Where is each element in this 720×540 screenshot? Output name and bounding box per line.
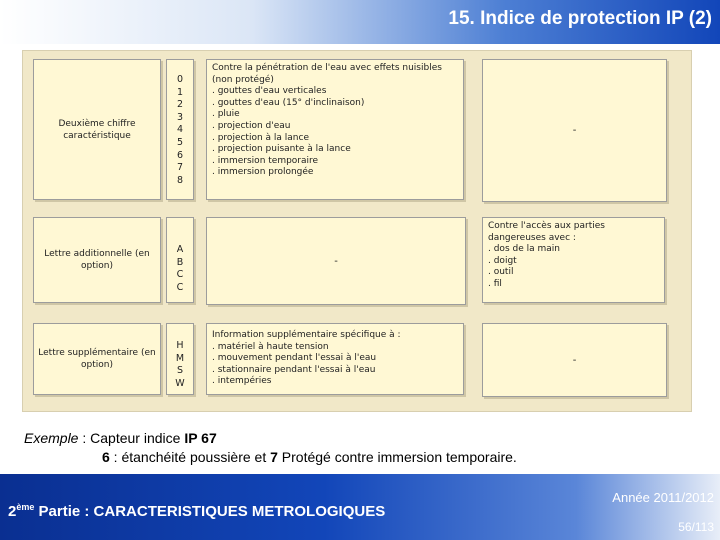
desc-line: Contre la pénétration de l'eau avec effets nuisibles bbox=[212, 63, 442, 73]
code: A bbox=[176, 244, 184, 255]
row-label-second-digit: Deuxième chiffre caractéristique bbox=[33, 59, 161, 200]
code: S bbox=[176, 365, 184, 377]
desc-line: . intempéries bbox=[212, 376, 272, 387]
desc-line: . projection puisante à la lance bbox=[212, 144, 351, 155]
page-number: 56/113 bbox=[678, 520, 714, 534]
academic-year: Année 2011/2012 bbox=[612, 490, 714, 505]
ip-table-image bbox=[22, 50, 692, 412]
example-line-2 bbox=[24, 448, 517, 467]
desc-line: dangereuses avec : bbox=[488, 232, 576, 243]
title-bar bbox=[0, 0, 720, 44]
desc-line: . projection d'eau bbox=[212, 120, 291, 131]
desc-line: . matériel à haute tension bbox=[212, 341, 329, 352]
part-title bbox=[8, 502, 385, 520]
example-text bbox=[24, 429, 517, 467]
desc-line: . immersion temporaire bbox=[212, 155, 319, 166]
desc-line: . fil bbox=[488, 278, 502, 289]
code: B bbox=[176, 256, 184, 268]
desc-line: . immersion prolongée bbox=[212, 167, 314, 178]
row-label-supplementary-letter: Lettre supplémentaire (en option) bbox=[33, 323, 161, 395]
slide-title: 15. Indice de protection IP (2) bbox=[448, 8, 712, 29]
desc-line: (non protégé) bbox=[212, 74, 274, 85]
code: 6 bbox=[176, 149, 184, 161]
code: 0 bbox=[176, 74, 184, 85]
example-text-part: : étanchéité poussière et bbox=[109, 449, 271, 465]
code: 8 bbox=[176, 174, 184, 186]
part-number: 2 bbox=[8, 503, 17, 520]
example-text-part: Protégé contre immersion temporaire. bbox=[277, 449, 517, 465]
desc-line: Information supplémentaire spécifique à : bbox=[212, 330, 401, 340]
code: 2 bbox=[176, 99, 184, 111]
example-line-1 bbox=[24, 429, 517, 448]
code: 3 bbox=[176, 111, 184, 123]
code: H bbox=[176, 340, 184, 351]
code: 7 bbox=[176, 162, 184, 174]
desc-line: . pluie bbox=[212, 109, 240, 120]
desc-line: Contre l'accès aux parties bbox=[488, 221, 605, 231]
desc-line: . projection à la lance bbox=[212, 132, 309, 143]
desc-line: . dos de la main bbox=[488, 244, 560, 255]
example-ip-value: IP 67 bbox=[184, 430, 217, 446]
access-protection-desc bbox=[482, 217, 665, 303]
row-label-additional-letter: Lettre additionnelle (en option) bbox=[33, 217, 161, 303]
supplementary-info-desc bbox=[206, 323, 464, 395]
code: C bbox=[176, 269, 184, 281]
access-cell-empty: - bbox=[482, 59, 667, 202]
desc-line: . gouttes d'eau (15° d'inclinaison) bbox=[212, 97, 365, 108]
codes-supplementary-letter bbox=[166, 323, 194, 395]
water-protection-desc bbox=[206, 59, 464, 200]
desc-line: . doigt bbox=[488, 255, 517, 266]
code: 1 bbox=[176, 86, 184, 98]
desc-line: . outil bbox=[488, 267, 514, 278]
access-cell-empty: - bbox=[482, 323, 667, 397]
example-digit-7: 7 bbox=[270, 449, 278, 465]
part-text: Partie : CARACTERISTIQUES METROLOGIQUES bbox=[34, 503, 386, 520]
code: 4 bbox=[176, 124, 184, 136]
footer-bar bbox=[0, 474, 720, 540]
desc-line: . mouvement pendant l'essai à l'eau bbox=[212, 353, 377, 364]
part-suffix: ème bbox=[16, 502, 35, 512]
desc-line: . stationnaire pendant l'essai à l'eau bbox=[212, 364, 376, 375]
codes-second-digit bbox=[166, 59, 194, 200]
desc-line: . gouttes d'eau verticales bbox=[212, 86, 327, 97]
code: C bbox=[176, 281, 184, 293]
example-word: Exemple bbox=[24, 430, 79, 446]
example-digit-6: 6 bbox=[102, 449, 110, 465]
code: M bbox=[175, 352, 185, 364]
water-cell-empty: - bbox=[206, 217, 466, 305]
code: 5 bbox=[176, 136, 184, 148]
example-text-part: : Capteur indice bbox=[78, 430, 185, 446]
code: W bbox=[175, 377, 185, 389]
codes-additional-letter bbox=[166, 217, 194, 303]
